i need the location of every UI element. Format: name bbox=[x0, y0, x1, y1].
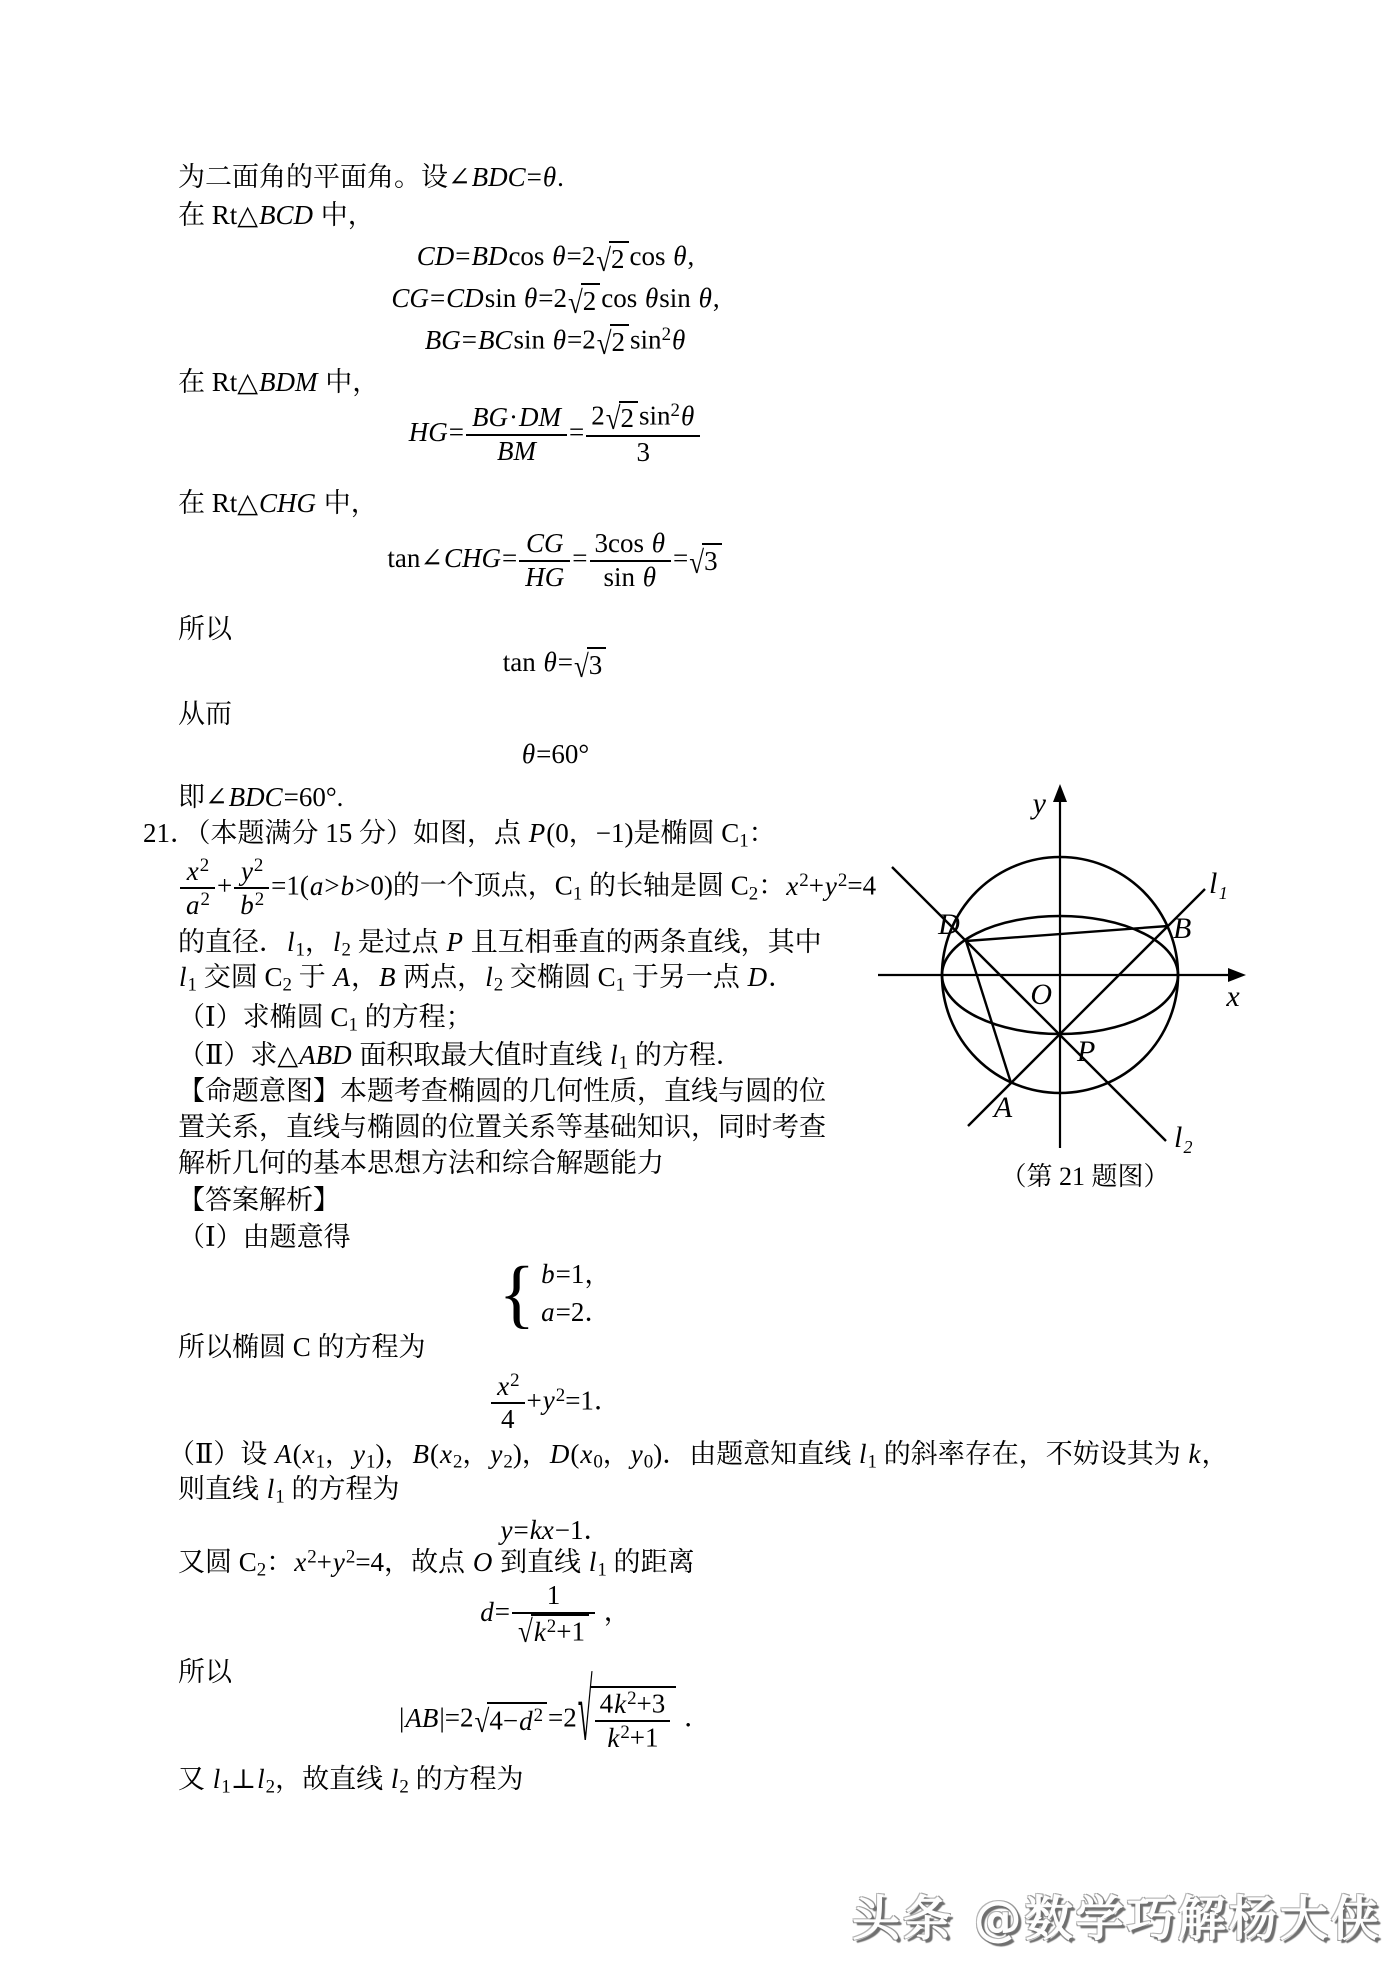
y-axis-arrow-icon bbox=[1053, 784, 1067, 802]
label-point-d: D bbox=[938, 908, 960, 941]
label-point-b: B bbox=[1173, 912, 1192, 945]
square-root: √ 2 bbox=[597, 324, 629, 360]
label-point-p: P bbox=[1077, 1035, 1096, 1068]
solution-line: 又 $l_1\perp l_2$，故直线 $l_2$ 的方程为 bbox=[178, 1764, 524, 1798]
square-root: √ 2 bbox=[596, 241, 628, 277]
problem-statement-line: 的直径．$l_1$，$l_2$ 是过点 P 且互相垂直的两条直线，其中 bbox=[178, 927, 822, 961]
problem-part-2: （Ⅱ）求△ABD 面积取最大值时直线 $l_1$ 的方程． bbox=[178, 1040, 743, 1074]
fraction: 2 √ 2 $\sin^2\theta$ 3 bbox=[586, 400, 700, 469]
solution-line: 在 Rt△BDM 中， bbox=[178, 367, 380, 397]
display-equation: BG=BCsin θ=2 √ 2 $\sin^2\theta$ bbox=[424, 324, 686, 362]
fraction: $\frac{x^2}{4}$ bbox=[491, 1370, 524, 1436]
solution-line: （Ⅰ）由题意得 bbox=[178, 1222, 351, 1252]
segment-db bbox=[966, 926, 1168, 941]
fraction: $\frac{x^2}{a^2}$ bbox=[180, 855, 215, 922]
figure-21 bbox=[850, 600, 1320, 1220]
section-heading-answer: 【答案解析】 bbox=[178, 1185, 340, 1215]
solution-line: 即∠BDC=60°. bbox=[178, 782, 344, 812]
square-root: √ 3 bbox=[574, 647, 606, 683]
problem-part-1: （Ⅰ）求椭圆 $C_1$ 的方程； bbox=[178, 1002, 473, 1036]
square-root: √ 2 bbox=[606, 401, 638, 435]
label-x-axis: x bbox=[1226, 980, 1240, 1013]
fraction: $\frac{4k^2+3}{k^2+1}$ bbox=[595, 1688, 671, 1755]
solution-line: 在 Rt△CHG 中， bbox=[178, 488, 378, 518]
fraction: $\frac{\text{3cos θ}}{\text{sin θ}}$ bbox=[590, 528, 672, 594]
label-line-l1: l₁ bbox=[1209, 867, 1228, 900]
square-root: √ 3 bbox=[689, 543, 721, 579]
display-equation: tan∠CHG= $\frac{CG}{HG}$ = $\frac{\text{3cos θ}}{\text{sin θ}}$ = √ 3 bbox=[110, 528, 1000, 594]
watermark: 头条 @数学巧解杨大侠 bbox=[852, 1891, 1382, 1947]
solution-line: 则直线 $l_1$ 的方程为 bbox=[178, 1474, 400, 1508]
solution-line: 为二面角的平面角。设∠BDC=θ. bbox=[178, 162, 564, 192]
square-root: √ $k^2+1$ bbox=[518, 1614, 589, 1648]
problem-21-header: 21．（本题满分 15 分）如图，点 P(0，−1)是椭圆 $C_1$： bbox=[143, 818, 776, 852]
display-equation: |AB|=2 √ $4-d^2$ =2 √ $\frac{4k^2+3}{k^2+1}$ ． bbox=[398, 1661, 712, 1758]
cases-system: { b=1， a=2． bbox=[498, 1251, 612, 1336]
solution-line: 从而 bbox=[178, 699, 232, 729]
display-equation: HG= $\frac{BG\cdot DM}{BM}$ = 2 √ 2 $\sin^2\theta$ 3 bbox=[110, 400, 1000, 469]
solution-line: 在 Rt△BCD 中， bbox=[178, 200, 375, 230]
intent-note-line: 【命题意图】本题考查椭圆的几何性质，直线与圆的位 bbox=[178, 1076, 826, 1106]
display-equation: CD=BDcos θ=2 √ 2 cos θ, bbox=[416, 241, 695, 278]
brace-icon: { bbox=[498, 1251, 536, 1336]
intent-note-line: 置关系，直线与椭圆的位置关系等基础知识，同时考查 bbox=[178, 1112, 826, 1142]
label-origin-o: O bbox=[1030, 978, 1052, 1011]
solution-line: 又圆 $C_2$：$x^2+y^2=4$，故点 O 到直线 $l_1$ 的距离 bbox=[178, 1546, 695, 1581]
solution-line: 所以椭圆 C 的方程为 bbox=[178, 1332, 426, 1362]
label-y-axis: y bbox=[1032, 787, 1046, 820]
display-equation: $\frac{x^2}{4}$ $+y^2=1$． bbox=[110, 1370, 1000, 1436]
label-point-a: A bbox=[993, 1091, 1013, 1124]
display-equation: y=kx−1． bbox=[500, 1515, 611, 1545]
fraction: $\frac{BG\cdot DM}{BM}$ bbox=[466, 402, 567, 468]
display-equation: θ=60° bbox=[521, 739, 590, 769]
fraction: 1 √ $k^2+1$ bbox=[512, 1580, 595, 1649]
fraction: $\frac{CG}{HG}$ bbox=[519, 528, 570, 594]
square-root: √ 2 bbox=[568, 283, 600, 319]
solution-line: 所以 bbox=[178, 1657, 232, 1687]
solution-line: （Ⅱ）设 $A(x_1$，$y_1$)，$B(x_2$，$y_2$)，$D(x_0$，$y_0$)．由题意知直线 $l_1$ 的斜率存在，不妨设其为 k， bbox=[168, 1439, 1229, 1473]
square-root: √ $\frac{4k^2+3}{k^2+1}$ bbox=[578, 1686, 677, 1755]
square-root: √ $4-d^2$ bbox=[475, 1702, 548, 1738]
display-equation: d= 1 √ $k^2+1$ ， bbox=[480, 1580, 631, 1651]
figure-21-diagram bbox=[850, 600, 1320, 1220]
label-line-l2: l₂ bbox=[1174, 1121, 1193, 1154]
display-equation: tan θ= √ 3 bbox=[110, 646, 1000, 683]
problem-statement-line: $\frac{x^2}{a^2}$ + $\frac{y^2}{b^2}$ =1(a>b>0)的一个顶点，$C_1$ 的长轴是圆 $C_2$：$x^2+y^2=4$ bbox=[178, 855, 876, 922]
solution-line: 所以 bbox=[178, 614, 232, 644]
problem-statement-line: $l_1$ 交圆 $C_2$ 于 A，B 两点，$l_2$ 交椭圆 $C_1$ 于另一点 D． bbox=[179, 962, 796, 996]
fraction: $\frac{y^2}{b^2}$ bbox=[234, 855, 269, 922]
display-equation bbox=[110, 1251, 1000, 1336]
figure-caption: （第 21 题图） bbox=[1000, 1162, 1170, 1191]
line-l2 bbox=[892, 867, 1166, 1141]
display-equation: CG=CDsin θ=2 √ 2 cos θsin θ, bbox=[391, 283, 720, 320]
intent-note-line: 解析几何的基本思想方法和综合解题能力 bbox=[178, 1148, 664, 1178]
